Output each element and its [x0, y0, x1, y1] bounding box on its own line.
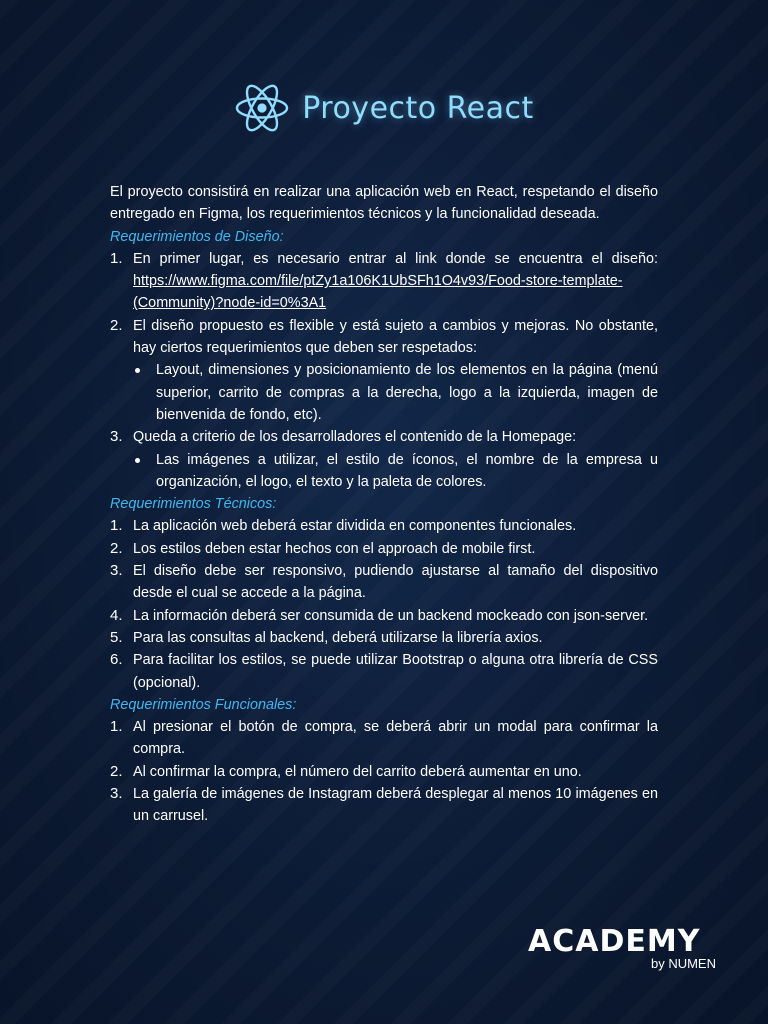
- list-item: [110, 426, 658, 493]
- list-item: [110, 515, 658, 537]
- item-number: 2.: [110, 316, 123, 334]
- list-item: [110, 315, 658, 426]
- bullet-icon: [135, 458, 140, 463]
- item-number: 2.: [110, 762, 123, 780]
- list-item: [110, 761, 658, 783]
- item-number: 1.: [110, 249, 123, 267]
- list-item: [110, 560, 658, 605]
- item-text: La galería de imágenes de Instagram deberá desplegar al menos 10 imágenes en un carrusel.: [133, 786, 658, 825]
- item-text: Los estilos deben estar hechos con el approach de mobile first.: [133, 540, 536, 557]
- item-number: 2.: [110, 539, 123, 557]
- item-text: Al confirmar la compra, el número del carrito deberá aumentar en uno.: [133, 763, 582, 780]
- item-number: 5.: [110, 628, 123, 646]
- academy-logo: [528, 925, 718, 975]
- page-title: Proyecto React: [302, 90, 534, 126]
- list-item: [110, 649, 658, 694]
- functional-requirements-list: [110, 716, 658, 827]
- list-item: [110, 605, 658, 627]
- list-item: [110, 783, 658, 828]
- list-item: [110, 627, 658, 649]
- brand-name: ACADEMY: [528, 924, 701, 959]
- item-number: 3.: [110, 785, 123, 803]
- react-atom-icon: [234, 83, 290, 133]
- figma-link[interactable]: https://www.figma.com/file/ptZy1a106K1UbSFh1O4v93/Food-store-template-(Community)?node-id=0%3A1: [133, 273, 623, 312]
- bullet-icon: [135, 368, 140, 373]
- sub-item-text: Layout, dimensiones y posicionamiento de los elementos en la página (menú superior, carrito de compras a la derecha, logo a la izquierda, imagen de bienvenida de fondo, etc).: [156, 362, 658, 423]
- item-number: 4.: [110, 606, 123, 624]
- design-requirements-list: [110, 248, 658, 493]
- page-header: [0, 82, 768, 134]
- functional-requirements-heading: Requerimientos Funcionales:: [110, 696, 297, 713]
- item-text: El diseño propuesto es flexible y está sujeto a cambios y mejoras. No obstante, hay ciertos requerimientos que deben ser respetados:: [133, 317, 658, 357]
- item-number: 6.: [110, 651, 123, 669]
- list-item: [110, 538, 658, 560]
- item-text: Para facilitar los estilos, se puede utilizar Bootstrap o alguna otra librería de CSS (opcional).: [133, 652, 658, 691]
- item-text: Al presionar el botón de compra, se deberá abrir un modal para confirmar la compra.: [133, 719, 658, 758]
- item-text: El diseño debe ser responsivo, pudiendo ajustarse al tamaño del dispositivo desde el cual se accede a la página.: [133, 563, 658, 602]
- item-number: 3.: [110, 562, 123, 580]
- item-number: 1.: [110, 517, 123, 535]
- document-body: [110, 181, 658, 828]
- item-text: La aplicación web deberá estar dividida en componentes funcionales.: [133, 518, 577, 535]
- list-item: [110, 248, 658, 315]
- sub-list-item: [133, 449, 658, 494]
- item-text: Queda a criterio de los desarrolladores el contenido de la Homepage:: [133, 429, 577, 446]
- technical-requirements-heading: Requerimientos Técnicos:: [110, 496, 277, 513]
- sub-list: [133, 359, 658, 426]
- brand-subtitle: by NUMEN: [650, 956, 716, 971]
- item-text: En primer lugar, es necesario entrar al link donde se encuentra el diseño:: [133, 250, 658, 267]
- sub-list: [133, 449, 658, 494]
- item-number: 1.: [110, 718, 123, 736]
- sub-list-item: [133, 359, 658, 426]
- technical-requirements-list: [110, 515, 658, 693]
- sub-item-text: Las imágenes a utilizar, el estilo de íconos, el nombre de la empresa u organización, el logo, el texto y la paleta de colores.: [156, 451, 658, 490]
- intro-paragraph: El proyecto consistirá en realizar una aplicación web en React, respetando el diseño entregado en Figma, los requerimientos técnicos y la funcionalidad deseada.: [110, 184, 658, 223]
- list-item: [110, 716, 658, 761]
- design-requirements-heading: Requerimientos de Diseño:: [110, 228, 284, 245]
- item-text: La información deberá ser consumida de un backend mockeado con json-server.: [133, 607, 649, 624]
- item-number: 3.: [110, 428, 123, 446]
- item-text: Para las consultas al backend, deberá utilizarse la librería axios.: [133, 629, 543, 646]
